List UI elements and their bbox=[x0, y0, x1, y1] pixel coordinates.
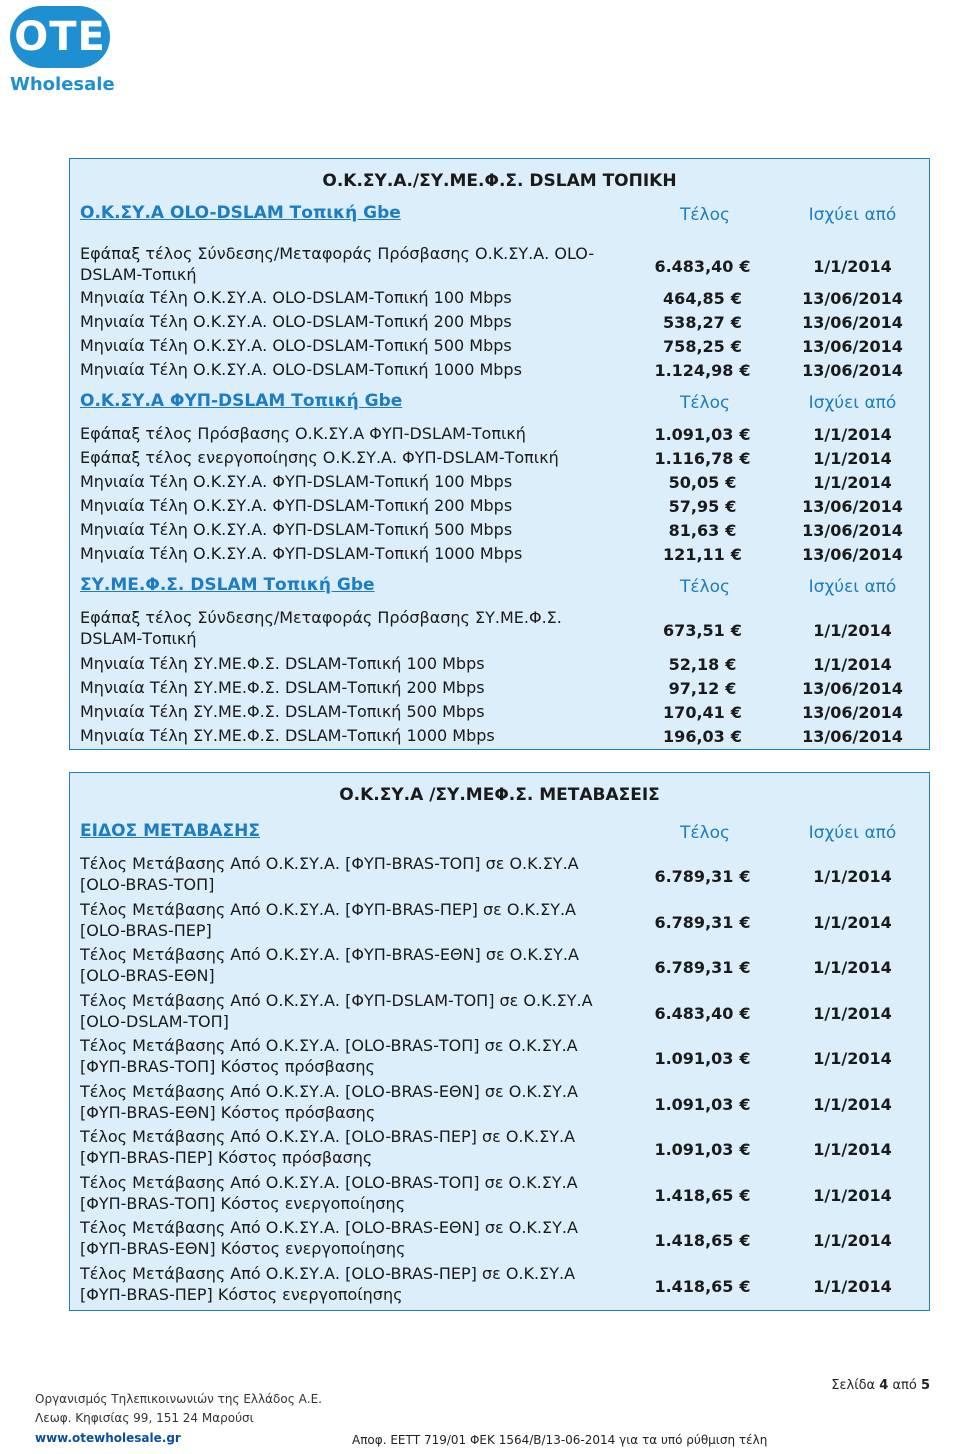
row-description: Μηνιαία Τέλη Ο.Κ.ΣΥ.Α. OLO-DSLAM-Τοπική 100 Mbps bbox=[80, 288, 512, 307]
fee-column-header: Τέλος bbox=[679, 577, 730, 597]
fee-amount: 6.789,31 bbox=[654, 913, 734, 932]
section-label: Ο.Κ.ΣΥ.Α ΦΥΠ-DSLAM Τοπική Gbe bbox=[80, 391, 403, 411]
fee-amount: 1.418,65 bbox=[654, 1231, 734, 1250]
fee-amount: 57,95 bbox=[668, 497, 720, 516]
page-number bbox=[831, 1378, 930, 1393]
page-current: 4 bbox=[879, 1378, 889, 1393]
fee-value bbox=[630, 703, 775, 722]
fee-amount: 121,11 bbox=[663, 545, 725, 564]
section-label: Ο.Κ.ΣΥ.Α OLO-DSLAM Τοπική Gbe bbox=[80, 203, 401, 223]
fee-value bbox=[630, 545, 775, 564]
row-description: Μηνιαία Τέλη Ο.Κ.ΣΥ.Α. ΦΥΠ-DSLAM-Τοπική 200 Mbps bbox=[80, 496, 513, 515]
effective-date: 1/1/2014 bbox=[813, 257, 892, 276]
euro-icon: € bbox=[730, 289, 742, 308]
transitions-panel bbox=[69, 772, 930, 1311]
fee-value bbox=[630, 1004, 775, 1023]
effective-date: 13/06/2014 bbox=[802, 703, 903, 722]
effective-date: 1/1/2014 bbox=[813, 913, 892, 932]
effective-date: 1/1/2014 bbox=[813, 473, 892, 492]
fee-amount: 538,27 bbox=[663, 313, 725, 332]
effective-date: 1/1/2014 bbox=[813, 1004, 892, 1023]
fee-amount: 1.418,65 bbox=[654, 1186, 734, 1205]
effective-date: 1/1/2014 bbox=[813, 655, 892, 674]
fee-amount: 52,18 bbox=[668, 655, 720, 674]
row-description: Τέλος Μετάβασης Από Ο.Κ.ΣΥ.Α. [OLO-BRAS-ΕΘΝ] σε Ο.Κ.ΣΥ.Α [ΦΥΠ-BRAS-ΕΘΝ] Κόστος πρόσβασης bbox=[80, 1082, 578, 1122]
fee-value bbox=[630, 1231, 775, 1250]
effective-date: 1/1/2014 bbox=[813, 1095, 892, 1114]
effective-date: 13/06/2014 bbox=[802, 289, 903, 308]
euro-icon: € bbox=[730, 313, 742, 332]
euro-icon: € bbox=[730, 337, 742, 356]
fee-amount: 1.091,03 bbox=[654, 1049, 734, 1068]
effective-date: 13/06/2014 bbox=[802, 521, 903, 540]
effective-date: 13/06/2014 bbox=[802, 361, 903, 380]
row-description: Εφάπαξ τέλος Σύνδεσης/Μεταφοράς Πρόσβασης Ο.Κ.ΣΥ.Α. OLO-DSLAM-Τοπική bbox=[80, 244, 595, 284]
effective-date: 13/06/2014 bbox=[802, 337, 903, 356]
fee-value bbox=[630, 1049, 775, 1068]
row-description: Μηνιαία Τέλη ΣΥ.ΜΕ.Φ.Σ. DSLAM-Τοπική 500 Mbps bbox=[80, 702, 485, 721]
fee-value bbox=[630, 473, 775, 492]
euro-icon: € bbox=[739, 449, 751, 468]
fee-value bbox=[630, 361, 775, 380]
fee-value bbox=[630, 337, 775, 356]
euro-icon: € bbox=[725, 473, 737, 492]
fee-column-header: Τέλος bbox=[679, 205, 730, 225]
euro-icon: € bbox=[739, 958, 751, 977]
row-description: Μηνιαία Τέλη Ο.Κ.ΣΥ.Α. OLO-DSLAM-Τοπική 500 Mbps bbox=[80, 336, 512, 355]
date-column-header: Ισχύει από bbox=[808, 205, 897, 225]
euro-icon: € bbox=[739, 913, 751, 932]
row-description: Μηνιαία Τέλη Ο.Κ.ΣΥ.Α. ΦΥΠ-DSLAM-Τοπική 500 Mbps bbox=[80, 520, 513, 539]
panel-title: Ο.Κ.ΣΥ.Α./ΣΥ.ΜΕ.Φ.Σ. DSLAM ΤΟΠΙΚΗ bbox=[322, 171, 677, 191]
footer-address: Λεωφ. Κηφισίας 99, 151 24 Μαρούσι bbox=[35, 1411, 254, 1425]
fee-value bbox=[630, 289, 775, 308]
fee-amount: 6.789,31 bbox=[654, 958, 734, 977]
fee-amount: 196,03 bbox=[663, 727, 725, 746]
section-label: ΣΥ.ΜΕ.Φ.Σ. DSLAM Τοπική Gbe bbox=[80, 575, 375, 595]
fee-value bbox=[630, 257, 775, 276]
fee-amount: 170,41 bbox=[663, 703, 725, 722]
dslam-local-panel bbox=[69, 158, 930, 750]
fee-value bbox=[630, 1140, 775, 1159]
ote-wholesale-logo bbox=[10, 6, 115, 96]
fee-value bbox=[630, 727, 775, 746]
row-description: Μηνιαία Τέλη Ο.Κ.ΣΥ.Α. OLO-DSLAM-Τοπική 1000 Mbps bbox=[80, 360, 522, 379]
euro-icon: € bbox=[725, 679, 737, 698]
fee-amount: 1.418,65 bbox=[654, 1277, 734, 1296]
effective-date: 1/1/2014 bbox=[813, 621, 892, 640]
fee-amount: 464,85 bbox=[663, 289, 725, 308]
effective-date: 13/06/2014 bbox=[802, 497, 903, 516]
fee-value bbox=[630, 867, 775, 886]
effective-date: 1/1/2014 bbox=[813, 449, 892, 468]
row-description: Μηνιαία Τέλη ΣΥ.ΜΕ.Φ.Σ. DSLAM-Τοπική 200 Mbps bbox=[80, 678, 485, 697]
euro-icon: € bbox=[739, 1049, 751, 1068]
euro-icon: € bbox=[739, 1140, 751, 1159]
fee-amount: 6.483,40 bbox=[654, 257, 734, 276]
effective-date: 1/1/2014 bbox=[813, 867, 892, 886]
fee-value bbox=[630, 913, 775, 932]
footer-decision: Αποφ. ΕΕΤΤ 719/01 ΦΕΚ 1564/Β/13-06-2014 για τα υπό ρύθμιση τέλη bbox=[352, 1433, 768, 1447]
fee-value bbox=[630, 1095, 775, 1114]
logo-subtitle: Wholesale bbox=[10, 74, 115, 95]
fee-value bbox=[630, 655, 775, 674]
fee-amount: 50,05 bbox=[668, 473, 720, 492]
fee-column-header: Τέλος bbox=[679, 823, 730, 843]
euro-icon: € bbox=[730, 545, 742, 564]
fee-value bbox=[630, 313, 775, 332]
row-description: Μηνιαία Τέλη ΣΥ.ΜΕ.Φ.Σ. DSLAM-Τοπική 100 Mbps bbox=[80, 654, 485, 673]
row-description: Μηνιαία Τέλη Ο.Κ.ΣΥ.Α. OLO-DSLAM-Τοπική 200 Mbps bbox=[80, 312, 512, 331]
fee-amount: 758,25 bbox=[663, 337, 725, 356]
effective-date: 1/1/2014 bbox=[813, 425, 892, 444]
logo-badge: OTE bbox=[10, 6, 110, 68]
fee-amount: 1.091,03 bbox=[654, 1095, 734, 1114]
fee-amount: 1.116,78 bbox=[654, 449, 734, 468]
fee-amount: 1.091,03 bbox=[654, 1140, 734, 1159]
row-description: Τέλος Μετάβασης Από Ο.Κ.ΣΥ.Α. [ΦΥΠ-BRAS-ΤΟΠ] σε Ο.Κ.ΣΥ.Α [OLO-BRAS-ΤΟΠ] bbox=[80, 854, 579, 894]
effective-date: 1/1/2014 bbox=[813, 1231, 892, 1250]
panel-title: Ο.Κ.ΣΥ.Α /ΣΥ.ΜΕΦ.Σ. ΜΕΤΑΒΑΣΕΙΣ bbox=[339, 785, 660, 805]
page-total: 5 bbox=[920, 1378, 930, 1393]
effective-date: 1/1/2014 bbox=[813, 1049, 892, 1068]
effective-date: 13/06/2014 bbox=[802, 545, 903, 564]
row-description: Τέλος Μετάβασης Από Ο.Κ.ΣΥ.Α. [OLO-BRAS-ΠΕΡ] σε Ο.Κ.ΣΥ.Α [ΦΥΠ-BRAS-ΠΕΡ] Κόστος ενεργοποίησης bbox=[80, 1264, 576, 1304]
euro-icon: € bbox=[739, 257, 751, 276]
date-column-header: Ισχύει από bbox=[808, 823, 897, 843]
fee-amount: 1.091,03 bbox=[654, 425, 734, 444]
fee-amount: 1.124,98 bbox=[654, 361, 734, 380]
row-description: Μηνιαία Τέλη ΣΥ.ΜΕ.Φ.Σ. DSLAM-Τοπική 1000 Mbps bbox=[80, 726, 495, 745]
row-description: Εφάπαξ τέλος ενεργοποίησης Ο.Κ.ΣΥ.Α. ΦΥΠ-DSLAM-Τοπική bbox=[80, 448, 559, 467]
footer-website-link[interactable]: www.otewholesale.gr bbox=[35, 1431, 181, 1445]
fee-value bbox=[630, 1186, 775, 1205]
effective-date: 1/1/2014 bbox=[813, 1140, 892, 1159]
row-description: Τέλος Μετάβασης Από Ο.Κ.ΣΥ.Α. [ΦΥΠ-DSLAM-ΤΟΠ] σε Ο.Κ.ΣΥ.Α [OLO-DSLAM-ΤΟΠ] bbox=[80, 991, 593, 1031]
fee-value bbox=[630, 621, 775, 640]
row-description: Τέλος Μετάβασης Από Ο.Κ.ΣΥ.Α. [ΦΥΠ-BRAS-ΠΕΡ] σε Ο.Κ.ΣΥ.Α [OLO-BRAS-ΠΕΡ] bbox=[80, 900, 576, 940]
fee-amount: 673,51 bbox=[663, 621, 725, 640]
row-description: Τέλος Μετάβασης Από Ο.Κ.ΣΥ.Α. [OLO-BRAS-ΤΟΠ] σε Ο.Κ.ΣΥ.Α [ΦΥΠ-BRAS-ΤΟΠ] Κόστος ενεργοποίησης bbox=[80, 1173, 578, 1213]
euro-icon: € bbox=[739, 1095, 751, 1114]
page-word: Σελίδα bbox=[831, 1378, 876, 1393]
row-description: Εφάπαξ τέλος Πρόσβασης Ο.Κ.ΣΥ.Α ΦΥΠ-DSLAM-Τοπική bbox=[80, 424, 526, 443]
row-description: Τέλος Μετάβασης Από Ο.Κ.ΣΥ.Α. [OLO-BRAS-ΠΕΡ] σε Ο.Κ.ΣΥ.Α [ΦΥΠ-BRAS-ΠΕΡ] Κόστος πρόσβασης bbox=[80, 1127, 576, 1167]
euro-icon: € bbox=[725, 497, 737, 516]
footer-organization: Οργανισμός Τηλεπικοινωνιών της Ελλάδος Α.Ε. bbox=[35, 1392, 322, 1406]
fee-value bbox=[630, 425, 775, 444]
row-description: Τέλος Μετάβασης Από Ο.Κ.ΣΥ.Α. [ΦΥΠ-BRAS-ΕΘΝ] σε Ο.Κ.ΣΥ.Α [OLO-BRAS-ΕΘΝ] bbox=[80, 945, 579, 985]
fee-amount: 81,63 bbox=[668, 521, 720, 540]
fee-value bbox=[630, 497, 775, 516]
euro-icon: € bbox=[730, 727, 742, 746]
euro-icon: € bbox=[739, 1004, 751, 1023]
section-label: ΕΙΔΟΣ ΜΕΤΑΒΑΣΗΣ bbox=[80, 821, 260, 841]
euro-icon: € bbox=[725, 655, 737, 674]
row-description: Εφάπαξ τέλος Σύνδεσης/Μεταφοράς Πρόσβασης ΣΥ.ΜΕ.Φ.Σ. DSLAM-Τοπική bbox=[80, 608, 562, 648]
effective-date: 1/1/2014 bbox=[813, 958, 892, 977]
fee-value bbox=[630, 958, 775, 977]
page-of: από bbox=[892, 1378, 917, 1393]
euro-icon: € bbox=[739, 1186, 751, 1205]
row-description: Μηνιαία Τέλη Ο.Κ.ΣΥ.Α. ΦΥΠ-DSLAM-Τοπική 100 Mbps bbox=[80, 472, 513, 491]
effective-date: 1/1/2014 bbox=[813, 1186, 892, 1205]
euro-icon: € bbox=[725, 521, 737, 540]
euro-icon: € bbox=[739, 425, 751, 444]
fee-column-header: Τέλος bbox=[679, 393, 730, 413]
row-description: Μηνιαία Τέλη Ο.Κ.ΣΥ.Α. ΦΥΠ-DSLAM-Τοπική 1000 Mbps bbox=[80, 544, 523, 563]
euro-icon: € bbox=[730, 621, 742, 640]
euro-icon: € bbox=[739, 1231, 751, 1250]
fee-value bbox=[630, 449, 775, 468]
fee-value bbox=[630, 679, 775, 698]
fee-amount: 97,12 bbox=[668, 679, 720, 698]
fee-amount: 6.789,31 bbox=[654, 867, 734, 886]
euro-icon: € bbox=[739, 361, 751, 380]
effective-date: 13/06/2014 bbox=[802, 313, 903, 332]
date-column-header: Ισχύει από bbox=[808, 577, 897, 597]
effective-date: 1/1/2014 bbox=[813, 1277, 892, 1296]
euro-icon: € bbox=[739, 867, 751, 886]
date-column-header: Ισχύει από bbox=[808, 393, 897, 413]
row-description: Τέλος Μετάβασης Από Ο.Κ.ΣΥ.Α. [OLO-BRAS-ΤΟΠ] σε Ο.Κ.ΣΥ.Α [ΦΥΠ-BRAS-ΤΟΠ] Κόστος πρόσβασης bbox=[80, 1036, 578, 1076]
effective-date: 13/06/2014 bbox=[802, 679, 903, 698]
fee-value bbox=[630, 1277, 775, 1296]
row-description: Τέλος Μετάβασης Από Ο.Κ.ΣΥ.Α. [OLO-BRAS-ΕΘΝ] σε Ο.Κ.ΣΥ.Α [ΦΥΠ-BRAS-ΕΘΝ] Κόστος ενεργοποίησης bbox=[80, 1218, 578, 1258]
euro-icon: € bbox=[730, 703, 742, 722]
fee-amount: 6.483,40 bbox=[654, 1004, 734, 1023]
fee-value bbox=[630, 521, 775, 540]
effective-date: 13/06/2014 bbox=[802, 727, 903, 746]
euro-icon: € bbox=[739, 1277, 751, 1296]
